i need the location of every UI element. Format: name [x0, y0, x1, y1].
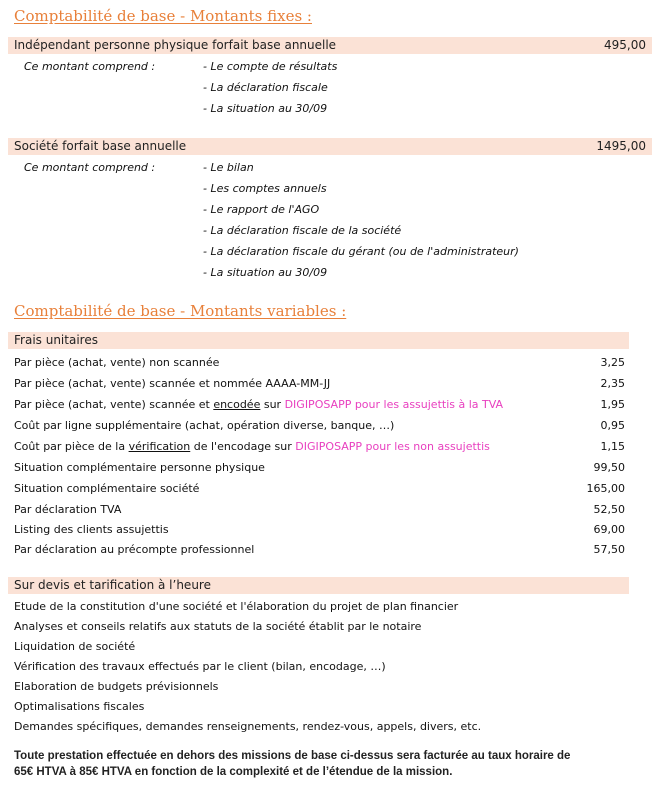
fee-label-underlined: vérification — [128, 440, 191, 453]
quote-row: Liquidation de société — [14, 640, 136, 653]
include-item: - Les comptes annuels — [203, 182, 327, 195]
quote-header — [8, 577, 629, 594]
footer-note — [14, 748, 634, 780]
fee-amount: 165,00 — [586, 482, 625, 495]
fee-amount: 99,50 — [593, 461, 625, 474]
include-item: - Le rapport de l'AGO — [203, 203, 320, 216]
item-label: Indépendant personne physique forfait base annuelle — [14, 38, 337, 52]
fee-label: Coût par ligne supplémentaire (achat, opération diverse, banque, …) — [14, 419, 395, 432]
fee-label-part: de l'encodage sur — [190, 440, 296, 453]
fee-label-part: Par pièce (achat, vente) scannée et — [14, 398, 214, 411]
quote-row: Analyses et conseils relatifs aux statuts de la société établit par le notaire — [14, 620, 422, 633]
fee-row — [14, 460, 625, 476]
includes-label: Ce montant comprend : — [24, 161, 156, 174]
footer-line: 65€ HTVA à 85€ HTVA en fonction de la complexité et de l’étendue de la mission. — [14, 766, 453, 778]
fee-amount: 2,35 — [600, 377, 625, 390]
fee-label-highlight: DIGIPOSAPP pour les assujettis à la TVA — [284, 398, 504, 411]
fixed-item-societe — [8, 138, 652, 155]
header-label: Frais unitaires — [14, 333, 98, 347]
header-label: Sur devis et tarification à l’heure — [14, 578, 211, 592]
include-item: - La situation au 30/09 — [203, 102, 328, 115]
quote-row: Vérification des travaux effectués par le client (bilan, encodage, …) — [14, 660, 386, 673]
fixed-item-independant — [8, 37, 652, 54]
fee-label: Par pièce (achat, vente) scannée et nommée AAAA-MM-JJ — [14, 377, 331, 390]
item-label: Société forfait base annuelle — [14, 139, 187, 153]
fee-row — [14, 542, 625, 558]
fee-label-highlight: DIGIPOSAPP pour les non assujettis — [295, 440, 490, 453]
fee-amount: 52,50 — [593, 503, 625, 516]
unit-fees-header — [8, 332, 629, 349]
include-item: - La déclaration fiscale — [203, 81, 328, 94]
fee-label-part: sur — [260, 398, 285, 411]
fee-row — [14, 481, 625, 497]
includes-label: Ce montant comprend : — [24, 60, 156, 73]
fee-label: Par déclaration au précompte professionnel — [14, 543, 255, 556]
include-item: - Le compte de résultats — [203, 60, 338, 73]
fee-amount: 1,15 — [600, 440, 625, 453]
footer-line: Toute prestation effectuée en dehors des missions de base ci-dessus sera facturée au taux horaire de — [14, 750, 571, 762]
fee-amount: 3,25 — [600, 356, 625, 369]
fee-label-underlined: encodée — [213, 398, 261, 411]
quote-row: Etude de la constitution d'une société et l'élaboration du projet de plan financier — [14, 600, 459, 613]
fee-label: Par déclaration TVA — [14, 503, 122, 516]
fee-row — [14, 439, 625, 455]
fee-label: Situation complémentaire personne physique — [14, 461, 265, 474]
fee-row — [14, 418, 625, 434]
fee-label-part: Coût par pièce de la — [14, 440, 129, 453]
fee-row — [14, 376, 625, 392]
include-item: - Le bilan — [203, 161, 254, 174]
fee-amount: 57,50 — [593, 543, 625, 556]
item-amount: 495,00 — [604, 38, 646, 52]
section-title-fixed: Comptabilité de base - Montants fixes : — [14, 7, 312, 25]
fee-label — [14, 398, 503, 411]
fee-label — [14, 440, 490, 453]
include-item: - La déclaration fiscale de la société — [203, 224, 402, 237]
section-title-variable: Comptabilité de base - Montants variables : — [14, 302, 347, 320]
fee-amount: 69,00 — [593, 523, 625, 536]
fee-row — [14, 502, 625, 518]
include-item: - La situation au 30/09 — [203, 266, 328, 279]
fee-amount: 0,95 — [600, 419, 625, 432]
quote-row: Optimalisations fiscales — [14, 700, 145, 713]
quote-row: Demandes spécifiques, demandes renseignements, rendez-vous, appels, divers, etc. — [14, 720, 482, 733]
fee-row — [14, 355, 625, 371]
include-item: - La déclaration fiscale du gérant (ou de l'administrateur) — [203, 245, 519, 258]
item-amount: 1495,00 — [596, 139, 646, 153]
fee-amount: 1,95 — [600, 398, 625, 411]
quote-row: Elaboration de budgets prévisionnels — [14, 680, 219, 693]
fee-label: Par pièce (achat, vente) non scannée — [14, 356, 220, 369]
fee-row — [14, 397, 625, 413]
fee-label: Listing des clients assujettis — [14, 523, 169, 536]
fee-label: Situation complémentaire société — [14, 482, 200, 495]
fee-row — [14, 522, 625, 538]
